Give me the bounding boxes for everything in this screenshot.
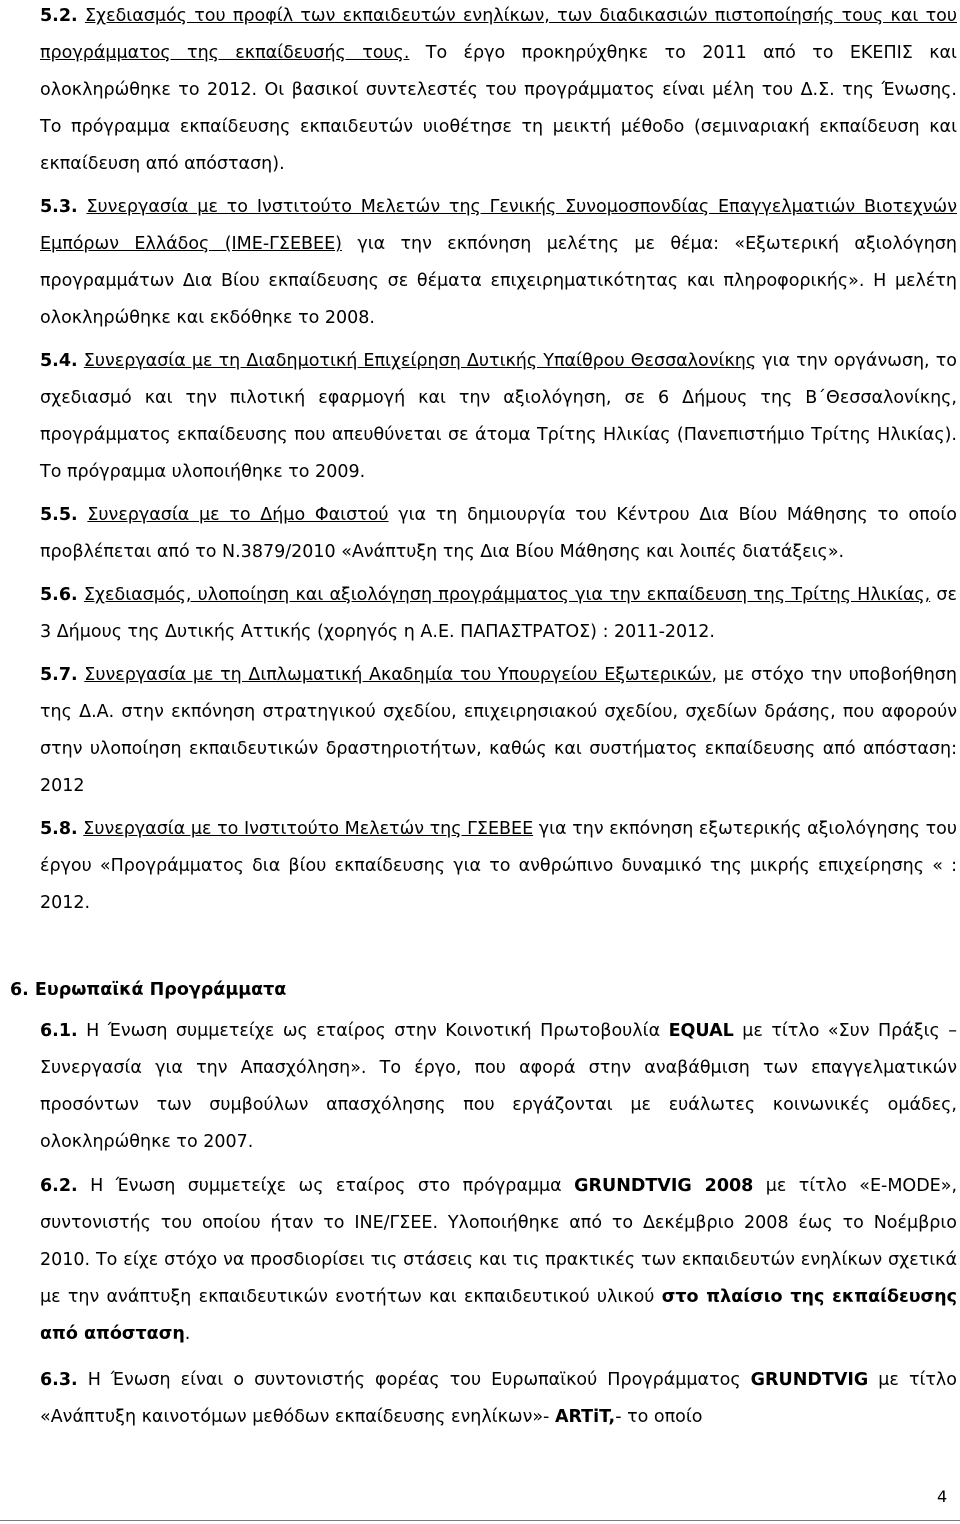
item-number: 5.4.: [40, 351, 78, 371]
keyword: GRUNDTVIG 2008: [574, 1176, 754, 1196]
item-number: 5.3.: [40, 197, 78, 217]
item-number: 5.7.: [40, 665, 78, 685]
section-title: 6. Ευρωπαϊκά Προγράμματα: [10, 980, 287, 1000]
subsection-6-3: [40, 1362, 957, 1436]
subsection-text: με τίτλο «E-MODE», συντονιστής του οποίου ήταν το ΙΝΕ/ΓΣΕΕ. Υλοποιήθηκε από το Δεκέμβριο 2008 έως το Νοέμβριο 2010. Το είχε στόχο να προσδιορίσει τις στάσεις και τις πρακτικές των εκπαιδευτών ενηλίκων σχετικά με την ανάπτυξη εκπαιδευτικών ενοτήτων και εκπαιδευτικού υλικού: [40, 1176, 958, 1307]
item-link[interactable]: Σχεδιασμός του προφίλ των εκπαιδευτών ενηλίκων, των διαδικασιών πιστοποίησής τους και του προγράμματος της εκπαίδευσής τους.: [40, 6, 957, 63]
list-item-5-3: [40, 189, 957, 337]
list-item-5-2: [40, 0, 957, 183]
subsection-number: 6.2.: [40, 1176, 78, 1196]
subsection-text: με τίτλο «Ανάπτυξη καινοτόμων μεθόδων εκπαίδευσης ενηλίκων»-: [40, 1370, 957, 1427]
keyword: EQUAL: [668, 1021, 734, 1041]
item-link[interactable]: Συνεργασία με το Δήμο Φαιστού: [87, 505, 389, 525]
subsection-number: 6.3.: [40, 1370, 78, 1390]
list-item-5-4: [40, 343, 957, 491]
list-item-5-6: [40, 577, 957, 651]
item-number: 5.8.: [40, 819, 78, 839]
item-link[interactable]: Σχεδιασμός, υλοποίηση και αξιολόγηση προγράμματος για την εκπαίδευση της Τρίτης Ηλικίας,: [83, 585, 931, 605]
keyword: στο πλαίσιο της εκπαίδευσης από απόσταση: [40, 1287, 958, 1344]
item-link[interactable]: Συνεργασία με το Ινστιτούτο Μελετών της Γενικής Συνομοσπονδίας Επαγγελματιών Βιοτεχνών Εμπόρων Ελλάδος (ΙΜΕ-ΓΣΕΒΕΕ): [40, 197, 957, 254]
item-link[interactable]: Συνεργασία με το Ινστιτούτο Μελετών της ΓΣΕΒΕΕ: [83, 819, 534, 839]
footer-divider: [0, 1520, 960, 1521]
page-number: 4: [937, 1487, 948, 1506]
item-link[interactable]: Συνεργασία με τη Διπλωματική Ακαδημία του Υπουργείου Εξωτερικών: [84, 665, 712, 685]
subsection-6-2: [40, 1168, 957, 1353]
subsection-6-1: [40, 1013, 957, 1161]
item-text: , με στόχο την υποβοήθηση της Δ.Α. στην εκπόνηση στρατηγικού σχεδίου, επιχειρησιακού σχεδίου, σχεδίων δράσης, που αφορούν στην υλοποίηση εκπαιδευτικών δραστηριοτήτων, καθώς και συστήματος εκπαίδευσης από απόσταση: 2012: [40, 665, 957, 796]
subsection-number: 6.1.: [40, 1021, 78, 1041]
keyword: GRUNDTVIG: [750, 1370, 869, 1390]
list-item-5-8: [40, 811, 957, 922]
item-number: 5.6.: [40, 585, 78, 605]
subsection-text: Η Ένωση συμμετείχε ως εταίρος στην Κοινοτική Πρωτοβουλία: [77, 1021, 669, 1041]
list-item-5-5: [40, 497, 957, 571]
item-text: για την εκπόνηση μελέτης με θέμα: «Εξωτερική αξιολόγηση προγραμμάτων Δια Βίου εκπαίδευσης σε θέματα επιχειρηματικότητας και πληροφορικής». Η μελέτη ολοκληρώθηκε και εκδόθηκε το 2008.: [40, 234, 958, 328]
subsection-text: - το οποίο: [615, 1407, 703, 1427]
item-text: για την οργάνωση, το σχεδιασμό και την πιλοτική εφαρμογή και την αξιολόγηση, σε 6 Δήμους της Β΄Θεσσαλονίκης, προγράμματος εκπαίδευσης που απευθύνεται σε άτομα Τρίτης Ηλικίας (Πανεπιστήμιο Τρίτης Ηλικίας). Το πρόγραμμα υλοποιήθηκε το 2009.: [40, 351, 957, 482]
item-text: για τη δημιουργία του Κέντρου Δια Βίου Μάθησης το οποίο προβλέπεται από το Ν.3879/2010 «Ανάπτυξη της Δια Βίου Μάθησης και λοιπές διατάξεις».: [40, 505, 957, 562]
item-text: σε 3 Δήμους της Δυτικής Αττικής (χορηγός η Α.Ε. ΠΑΠΑΣΤΡΑΤΟΣ) : 2011-2012.: [40, 585, 957, 642]
item-number: 5.5.: [40, 505, 78, 525]
list-item-5-7: [40, 657, 957, 805]
subsection-text: .: [184, 1324, 191, 1344]
item-link[interactable]: Συνεργασία με τη Διαδημοτική Επιχείρηση Δυτικής Υπαίθρου Θεσσαλονίκης: [83, 351, 757, 371]
subsection-text: Η Ένωση συμμετείχε ως εταίρος στο πρόγραμμα: [77, 1176, 575, 1196]
subsection-text: με τίτλο «Συν Πράξις – Συνεργασία για την Απασχόληση». Το έργο, που αφορά στην αναβάθμιση των επαγγελματικών προσόντων των συμβούλων απασχόλησης που εργάζονται με ευάλωτες κοινωνικές ομάδες, ολοκληρώθηκε το 2007.: [40, 1021, 957, 1152]
item-number: 5.2.: [40, 6, 78, 26]
keyword: ARTiT,: [554, 1407, 616, 1427]
item-text: Το έργο προκηρύχθηκε το 2011 από το ΕΚΕΠΙΣ και ολοκληρώθηκε το 2012. Οι βασικοί συντελεστές του προγράμματος είναι μέλη του Δ.Σ. της Ένωσης. Το πρόγραμμα εκπαίδευσης εκπαιδευτών υιοθέτησε τη μεικτή μέθοδο (σεμιναριακή εκπαίδευση και εκπαίδευση από απόσταση).: [40, 43, 957, 174]
item-text: για την εκπόνηση εξωτερικής αξιολόγησης του έργου «Προγράμματος δια βίου εκπαίδευσης για το ανθρώπινο δυναμικό της μικρής επιχείρησης « : 2012.: [40, 819, 957, 913]
subsection-text: Η Ένωση είναι ο συντονιστής φορέας του Ευρωπαϊκού Προγράμματος: [77, 1370, 751, 1390]
